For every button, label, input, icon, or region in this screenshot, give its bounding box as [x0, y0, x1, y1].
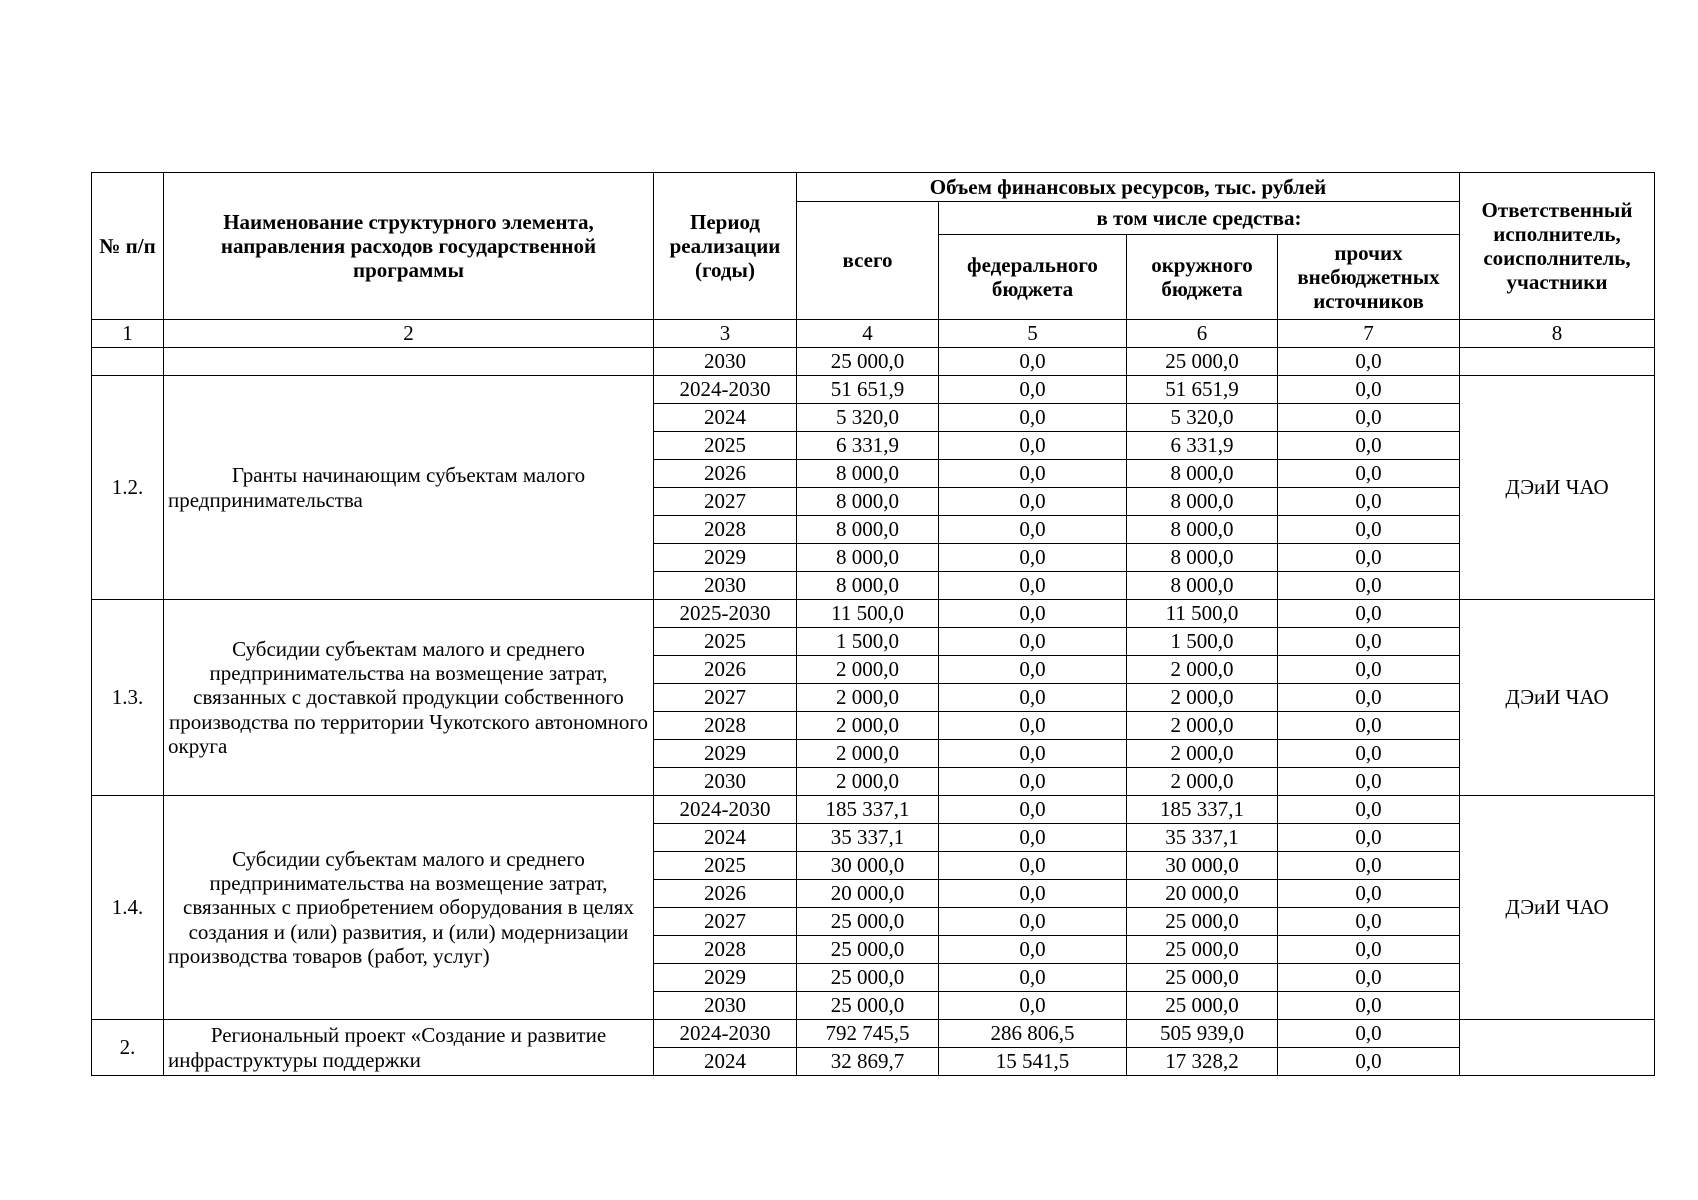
section-executor: ДЭиИ ЧАО	[1460, 796, 1655, 1020]
cell-total: 2 000,0	[797, 684, 939, 712]
cell-total: 8 000,0	[797, 572, 939, 600]
cell-district: 8 000,0	[1127, 460, 1278, 488]
cell-year: 2027	[654, 908, 797, 936]
cell-other: 0,0	[1278, 1020, 1460, 1048]
cell-district: 25 000,0	[1127, 348, 1278, 376]
cell-total: 2 000,0	[797, 768, 939, 796]
cell-total: 25 000,0	[797, 964, 939, 992]
cell-total: 25 000,0	[797, 936, 939, 964]
cell-district: 35 337,1	[1127, 824, 1278, 852]
cell-district: 6 331,9	[1127, 432, 1278, 460]
cell-district: 505 939,0	[1127, 1020, 1278, 1048]
section-number: 1.4.	[92, 796, 164, 1020]
cell-other: 0,0	[1278, 404, 1460, 432]
header-name: Наименование структурного элемента, направления расходов государственной программы	[164, 173, 654, 320]
cell-district: 11 500,0	[1127, 600, 1278, 628]
cell-federal: 0,0	[939, 740, 1127, 768]
cell-total: 792 745,5	[797, 1020, 939, 1048]
cell-year: 2024	[654, 1048, 797, 1076]
cell-total: 8 000,0	[797, 516, 939, 544]
cell-year: 2024-2030	[654, 1020, 797, 1048]
cell-total: 2 000,0	[797, 656, 939, 684]
cell-federal: 0,0	[939, 852, 1127, 880]
cell-name	[164, 348, 654, 376]
cell-federal: 0,0	[939, 768, 1127, 796]
cell-year: 2028	[654, 712, 797, 740]
cell-other: 0,0	[1278, 432, 1460, 460]
cell-year: 2030	[654, 992, 797, 1020]
cell-federal: 0,0	[939, 544, 1127, 572]
cell-district: 2 000,0	[1127, 656, 1278, 684]
section-executor: ДЭиИ ЧАО	[1460, 376, 1655, 600]
cell-year: 2025-2030	[654, 600, 797, 628]
cell-federal: 0,0	[939, 404, 1127, 432]
cell-year: 2024	[654, 404, 797, 432]
cell-total: 30 000,0	[797, 852, 939, 880]
cell-federal: 0,0	[939, 964, 1127, 992]
cell-total: 35 337,1	[797, 824, 939, 852]
cell-federal: 0,0	[939, 348, 1127, 376]
cell-year: 2024-2030	[654, 376, 797, 404]
cell-other: 0,0	[1278, 908, 1460, 936]
section-executor	[1460, 1020, 1655, 1076]
cell-year: 2028	[654, 516, 797, 544]
cell-federal: 0,0	[939, 936, 1127, 964]
cell-total: 51 651,9	[797, 376, 939, 404]
cell-district: 2 000,0	[1127, 684, 1278, 712]
cell-district: 25 000,0	[1127, 936, 1278, 964]
cell-federal: 0,0	[939, 488, 1127, 516]
cell-year: 2026	[654, 656, 797, 684]
cell-year: 2030	[654, 768, 797, 796]
cell-federal: 0,0	[939, 908, 1127, 936]
column-number: 1	[92, 320, 164, 348]
header-total: всего	[797, 202, 939, 320]
cell-year: 2027	[654, 488, 797, 516]
cell-total: 1 500,0	[797, 628, 939, 656]
header-federal: федерального бюджета	[939, 235, 1127, 320]
cell-federal: 0,0	[939, 880, 1127, 908]
cell-district: 17 328,2	[1127, 1048, 1278, 1076]
cell-federal: 0,0	[939, 824, 1127, 852]
cell-total: 8 000,0	[797, 460, 939, 488]
section-number: 1.2.	[92, 376, 164, 600]
cell-total: 25 000,0	[797, 992, 939, 1020]
table-row	[92, 376, 1655, 404]
cell-other: 0,0	[1278, 936, 1460, 964]
cell-federal: 15 541,5	[939, 1048, 1127, 1076]
cell-year: 2029	[654, 740, 797, 768]
cell-year: 2024-2030	[654, 796, 797, 824]
cell-district: 185 337,1	[1127, 796, 1278, 824]
cell-total: 20 000,0	[797, 880, 939, 908]
cell-federal: 0,0	[939, 432, 1127, 460]
cell-district: 1 500,0	[1127, 628, 1278, 656]
cell-other: 0,0	[1278, 824, 1460, 852]
cell-total: 2 000,0	[797, 740, 939, 768]
cell-district: 8 000,0	[1127, 488, 1278, 516]
cell-year: 2026	[654, 880, 797, 908]
cell-year: 2029	[654, 544, 797, 572]
cell-other: 0,0	[1278, 488, 1460, 516]
cell-other: 0,0	[1278, 992, 1460, 1020]
cell-year: 2029	[654, 964, 797, 992]
cell-federal: 0,0	[939, 572, 1127, 600]
column-number: 6	[1127, 320, 1278, 348]
section-name: Региональный проект «Создание и развитие инфраструктуры поддержки	[164, 1020, 654, 1076]
cell-total: 25 000,0	[797, 908, 939, 936]
header-including: в том числе средства:	[939, 202, 1460, 235]
cell-other: 0,0	[1278, 460, 1460, 488]
cell-federal: 0,0	[939, 796, 1127, 824]
cell-year: 2028	[654, 936, 797, 964]
cell-other: 0,0	[1278, 600, 1460, 628]
cell-other: 0,0	[1278, 516, 1460, 544]
column-number: 5	[939, 320, 1127, 348]
cell-district: 2 000,0	[1127, 768, 1278, 796]
cell-year: 2030	[654, 572, 797, 600]
cell-district: 20 000,0	[1127, 880, 1278, 908]
cell-district: 51 651,9	[1127, 376, 1278, 404]
cell-federal: 0,0	[939, 460, 1127, 488]
cell-federal: 0,0	[939, 992, 1127, 1020]
header-other: прочих внебюджетных источников	[1278, 235, 1460, 320]
cell-other: 0,0	[1278, 376, 1460, 404]
header-exec: Ответственный исполнитель, соисполнитель, участники	[1460, 173, 1655, 320]
cell-other: 0,0	[1278, 628, 1460, 656]
cell-other: 0,0	[1278, 796, 1460, 824]
cell-other: 0,0	[1278, 768, 1460, 796]
cell-federal: 0,0	[939, 684, 1127, 712]
table-row	[92, 796, 1655, 824]
cell-other: 0,0	[1278, 964, 1460, 992]
cell-district: 2 000,0	[1127, 740, 1278, 768]
cell-district: 8 000,0	[1127, 516, 1278, 544]
cell-other: 0,0	[1278, 544, 1460, 572]
section-number: 2.	[92, 1020, 164, 1076]
column-number: 4	[797, 320, 939, 348]
cell-federal: 0,0	[939, 516, 1127, 544]
cell-total: 8 000,0	[797, 488, 939, 516]
cell-total: 11 500,0	[797, 600, 939, 628]
cell-federal: 0,0	[939, 712, 1127, 740]
cell-total: 2 000,0	[797, 712, 939, 740]
cell-district: 30 000,0	[1127, 852, 1278, 880]
cell-other: 0,0	[1278, 712, 1460, 740]
cell-federal: 0,0	[939, 628, 1127, 656]
cell-other: 0,0	[1278, 852, 1460, 880]
section-name: Субсидии субъектам малого и среднего предпринимательства на возмещение затрат, связанных с доставкой продукции собственного производства по территории Чукотского автономного округа	[164, 600, 654, 796]
header-period: Период реализации (годы)	[654, 173, 797, 320]
cell-total: 5 320,0	[797, 404, 939, 432]
cell-total: 185 337,1	[797, 796, 939, 824]
cell-other: 0,0	[1278, 880, 1460, 908]
cell-district: 5 320,0	[1127, 404, 1278, 432]
cell-other: 0,0	[1278, 1048, 1460, 1076]
cell-federal: 0,0	[939, 600, 1127, 628]
cell-other: 0,0	[1278, 740, 1460, 768]
cell-year: 2026	[654, 460, 797, 488]
carry-over-row	[92, 348, 1655, 376]
cell-federal: 286 806,5	[939, 1020, 1127, 1048]
cell-year: 2027	[654, 684, 797, 712]
section-number: 1.3.	[92, 600, 164, 796]
financing-table	[91, 172, 1655, 1076]
column-number: 7	[1278, 320, 1460, 348]
column-number: 3	[654, 320, 797, 348]
section-name: Субсидии субъектам малого и среднего предпринимательства на возмещение затрат, связанных с приобретением оборудования в целях создания и (или) развития, и (или) модернизации производства товаров (работ, услуг)	[164, 796, 654, 1020]
cell-total: 25 000,0	[797, 348, 939, 376]
cell-year: 2030	[654, 348, 797, 376]
column-number: 8	[1460, 320, 1655, 348]
cell-exec	[1460, 348, 1655, 376]
cell-district: 8 000,0	[1127, 572, 1278, 600]
table-row	[92, 600, 1655, 628]
column-number: 2	[164, 320, 654, 348]
cell-year: 2025	[654, 628, 797, 656]
cell-year: 2025	[654, 432, 797, 460]
cell-federal: 0,0	[939, 656, 1127, 684]
cell-district: 2 000,0	[1127, 712, 1278, 740]
section-executor: ДЭиИ ЧАО	[1460, 600, 1655, 796]
cell-other: 0,0	[1278, 684, 1460, 712]
cell-other: 0,0	[1278, 656, 1460, 684]
cell-district: 25 000,0	[1127, 908, 1278, 936]
cell-num	[92, 348, 164, 376]
cell-total: 6 331,9	[797, 432, 939, 460]
cell-year: 2024	[654, 824, 797, 852]
column-numbers-row	[92, 320, 1655, 348]
cell-district: 25 000,0	[1127, 992, 1278, 1020]
header-num: № п/п	[92, 173, 164, 320]
section-name: Гранты начинающим субъектам малого предпринимательства	[164, 376, 654, 600]
header-volume: Объем финансовых ресурсов, тыс. рублей	[797, 173, 1460, 202]
cell-year: 2025	[654, 852, 797, 880]
cell-other: 0,0	[1278, 572, 1460, 600]
cell-district: 25 000,0	[1127, 964, 1278, 992]
header-district: окружного бюджета	[1127, 235, 1278, 320]
table-row	[92, 1020, 1655, 1048]
cell-total: 8 000,0	[797, 544, 939, 572]
cell-total: 32 869,7	[797, 1048, 939, 1076]
cell-other: 0,0	[1278, 348, 1460, 376]
cell-district: 8 000,0	[1127, 544, 1278, 572]
cell-federal: 0,0	[939, 376, 1127, 404]
